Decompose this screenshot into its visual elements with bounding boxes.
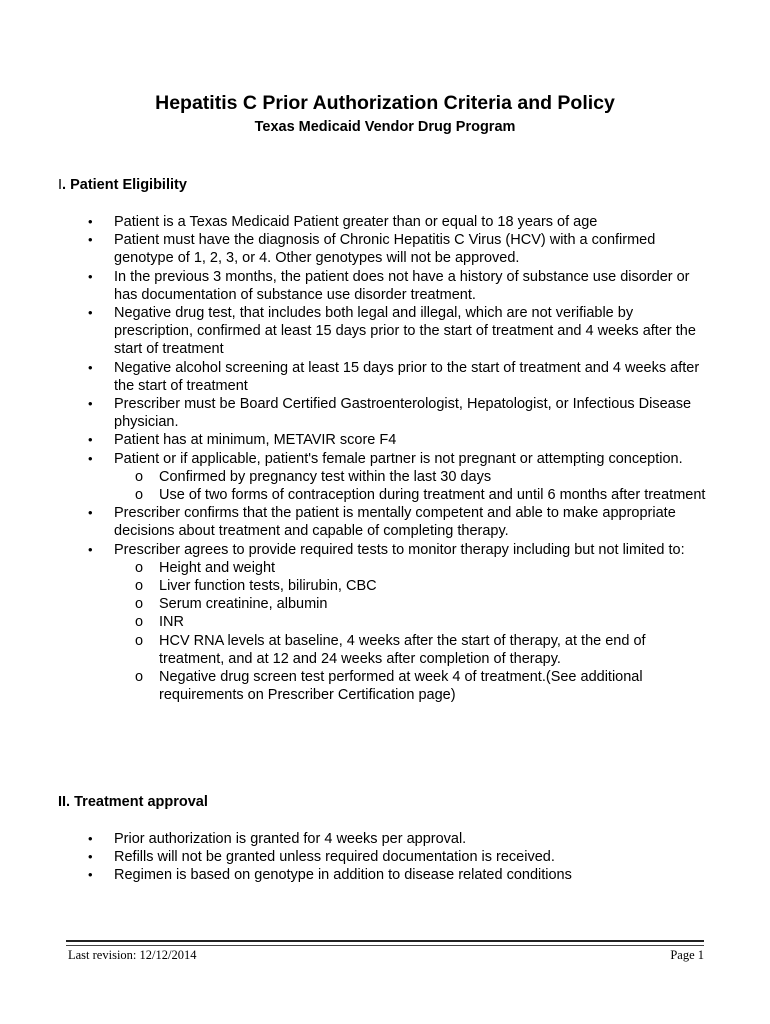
document-title: Hepatitis C Prior Authorization Criteria and Policy xyxy=(155,92,615,114)
footer-divider xyxy=(66,940,704,946)
footer-revision: Last revision: 12/12/2014 xyxy=(68,948,197,962)
list-item-text: Patient is a Texas Medicaid Patient greater than or equal to 18 years of age xyxy=(114,214,598,230)
list-item xyxy=(0,268,770,304)
list-item-text: Prior authorization is granted for 4 weeks per approval. xyxy=(114,831,467,847)
bullet-icon: • xyxy=(88,450,93,466)
list-item-text: Patient has at minimum, METAVIR score F4 xyxy=(114,432,397,449)
bullet-icon: • xyxy=(88,867,93,883)
sub-list-item xyxy=(114,613,712,631)
sub-list-item xyxy=(114,577,712,595)
bullet-icon: • xyxy=(88,505,93,521)
sub-list-item xyxy=(114,559,712,577)
list-item-text: Prescriber must be Board Certified Gastroenterologist, Hepatologist, or Infectious Disease physician. xyxy=(114,396,692,431)
sub-list-item xyxy=(114,595,712,613)
sub-list-item-text: Negative drug screen test performed at week 4 of treatment.(See additional requirements on Prescriber Certification page) xyxy=(159,669,643,704)
list-item-text: Patient must have the diagnosis of Chronic Hepatitis C Virus (HCV) with a confirmed genotype of 1, 2, 3, or 4. Other genotypes will not be approved. xyxy=(114,232,656,267)
section-heading-patient-eligibility xyxy=(58,177,187,193)
bullet-icon: • xyxy=(88,359,93,375)
sub-list-item xyxy=(114,632,712,668)
circle-bullet-icon: o xyxy=(135,596,144,613)
sub-list xyxy=(114,468,712,504)
bullet-icon: • xyxy=(88,396,93,412)
patient-eligibility-list xyxy=(0,213,770,704)
sub-list-item-text: HCV RNA levels at baseline, 4 weeks after the start of therapy, at the end of treatment, and at 12 and 24 weeks after completion of therapy. xyxy=(159,632,646,667)
list-item xyxy=(0,395,770,431)
circle-bullet-icon: o xyxy=(135,578,144,595)
circle-bullet-icon: o xyxy=(135,468,144,485)
bullet-icon: • xyxy=(88,305,93,321)
sub-list-item-text: Use of two forms of contraception during treatment and until 6 months after treatment xyxy=(159,487,706,504)
list-item xyxy=(0,213,770,231)
sub-list-item xyxy=(114,668,712,704)
bullet-icon: • xyxy=(88,432,93,448)
list-item xyxy=(0,504,770,540)
circle-bullet-icon: o xyxy=(135,669,144,686)
list-item xyxy=(0,231,770,267)
list-item xyxy=(0,866,770,884)
list-item-text: Patient or if applicable, patient's female partner is not pregnant or attempting conception. xyxy=(114,450,683,467)
sub-list xyxy=(114,559,712,705)
list-item-text: Negative drug test, that includes both legal and illegal, which are not verifiable by prescription, confirmed at least 15 days prior to the start of treatment and 4 weeks after the start of treatment xyxy=(114,305,696,358)
document-subtitle: Texas Medicaid Vendor Drug Program xyxy=(254,119,516,135)
list-item-text: Negative alcohol screening at least 15 days prior to the start of treatment and 4 weeks after the start of treatment xyxy=(114,359,700,394)
sub-list-item-text: Liver function tests, bilirubin, CBC xyxy=(159,578,377,595)
list-item xyxy=(0,359,770,395)
sub-list-item-text: Serum creatinine, albumin xyxy=(159,596,328,613)
bullet-icon: • xyxy=(88,541,93,557)
list-item xyxy=(0,304,770,359)
list-item xyxy=(0,431,770,449)
sub-list-item xyxy=(114,468,712,486)
list-item-text: Regimen is based on genotype in addition to disease related conditions xyxy=(114,867,572,884)
treatment-approval-list xyxy=(0,830,770,885)
list-item xyxy=(0,541,770,705)
sub-list-item-text: Height and weight xyxy=(159,559,276,576)
bullet-icon: • xyxy=(88,214,93,229)
bullet-icon: • xyxy=(88,268,93,284)
list-item-text: Prescriber agrees to provide required tests to monitor therapy including but not limited to: xyxy=(114,541,685,558)
section-heading-text: . Patient Eligibility xyxy=(62,177,187,193)
circle-bullet-icon: o xyxy=(135,632,144,649)
list-item-text: In the previous 3 months, the patient does not have a history of substance use disorder or has documentation of substance use disorder treatment. xyxy=(114,268,690,303)
list-item-text: Refills will not be granted unless required documentation is received. xyxy=(114,849,555,866)
circle-bullet-icon: o xyxy=(135,559,144,576)
list-item xyxy=(0,450,770,505)
section-numeral: I xyxy=(58,177,63,193)
list-item xyxy=(0,848,770,866)
bullet-icon: • xyxy=(88,849,93,865)
list-item-text: Prescriber confirms that the patient is mentally competent and able to make appropriate decisions about treatment and capable of completing therapy. xyxy=(114,505,676,540)
sub-list-item-text: INR xyxy=(159,614,184,631)
sub-list-item xyxy=(114,486,712,504)
bullet-icon: • xyxy=(88,831,93,846)
circle-bullet-icon: o xyxy=(135,614,144,631)
circle-bullet-icon: o xyxy=(135,487,144,504)
section-heading-treatment-approval: II. Treatment approval xyxy=(58,794,208,810)
footer-page-number: Page 1 xyxy=(670,948,704,962)
bullet-icon: • xyxy=(88,232,93,248)
sub-list-item-text: Confirmed by pregnancy test within the last 30 days xyxy=(159,468,492,485)
list-item xyxy=(0,830,770,848)
